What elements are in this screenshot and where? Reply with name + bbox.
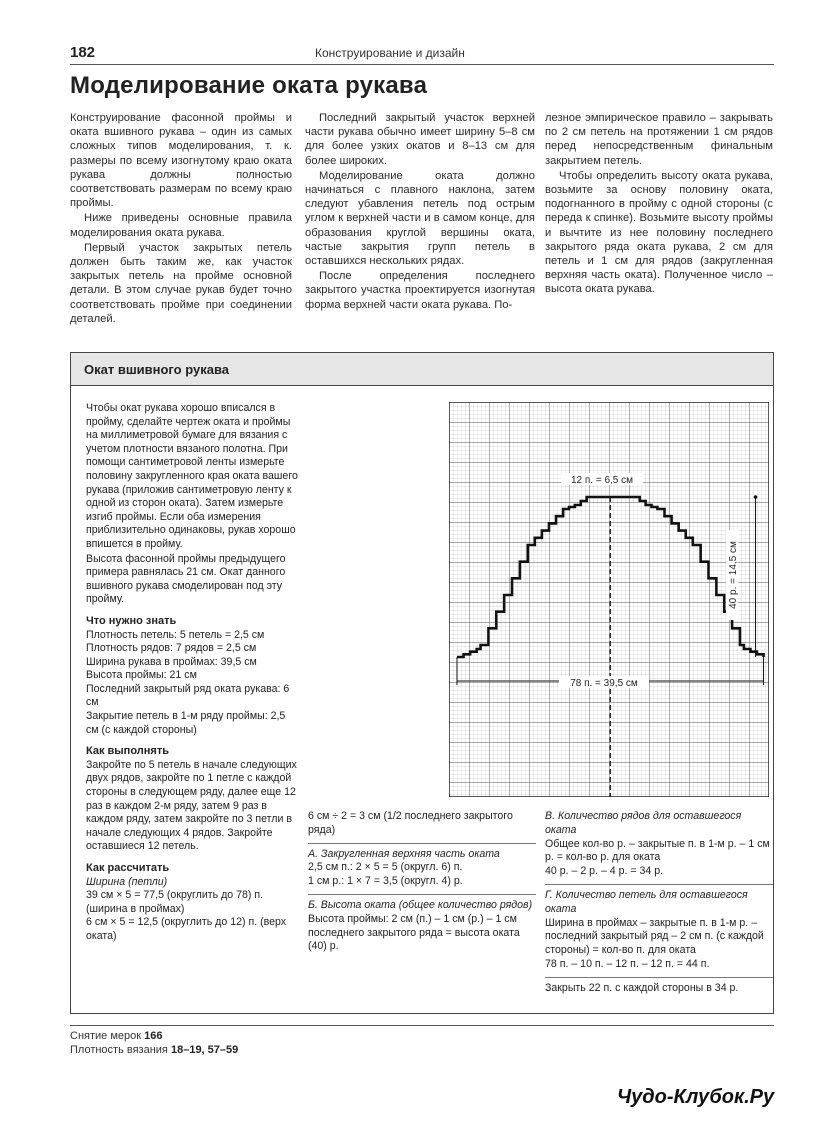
text-column-1 [70, 111, 292, 327]
section-v-text: Общее кол-во р. – закрытые п. в 1-м р. – 1 см р. = кол-во р. для оката [545, 837, 770, 864]
paragraph: Конструирование фасонной проймы и оката вшивного рукава – один из самых сложных типов моделирования, т. к. размеры по всему изогнутому краю оката рукава должны полностью соответствовать размерам по всему краю проймы. [70, 112, 292, 210]
paragraph: Первый участок закрытых петель должен быть таким же, как участок закрытых петель на пройме основной детали. В этом случае рукав будет точно соответствовать пройме при соединении деталей. [70, 241, 292, 325]
section-b-text: Высота проймы: 2 см (п.) – 1 см (р.) – 1 см последнего закрытого ряда = высота оката (40) р. [308, 912, 520, 953]
cross-reference-1 [70, 1030, 162, 1042]
calc-line: 39 см × 5 = 77,5 (округлить до 78) п. (ширина в проймах) [86, 889, 264, 915]
paragraph: Моделирование оката должно начинаться с плавного наклона, затем следуют убавления петель под острым углом к верхней части и в самом конце, для образования круглой вершины оката, частые закрытия групп петель в оставшихся нескольких рядах. [305, 169, 535, 268]
know-line: Закрытие петель в 1-м ряду проймы: 2,5 см (с каждой стороны) [86, 710, 286, 736]
how-heading: Как выполнять [86, 745, 169, 758]
section-v-title: В. Количество рядов для оставшегося оката [545, 810, 742, 836]
mid-top-text: 6 см ÷ 2 = 3 см (1/2 последнего закрытого ряда) [308, 810, 513, 836]
how-text: Закройте по 5 петель в начале следующих двух рядов, закройте по 1 петле с каждой стороны в следующем ряду, далее еще 12 раз в каждом 2-м ряду, затем 9 раз в каждом ряду, затем закройте по 3 петли в начале следующих 4 рядов. Закройте оставшиеся 12 петель. [86, 758, 297, 853]
section-a-title: А. Закругленная верхняя часть оката [308, 847, 500, 860]
paragraph: После определения последнего закрытого участка проектируется изогнутая форма верхней части оката рукава. По- [305, 270, 535, 311]
section-g-calc: 78 п. – 10 п. – 12 п. – 12 п. = 44 п. [545, 957, 710, 970]
section-v-calc: 40 р. – 2 р. – 4 р. = 34 р. [545, 865, 664, 878]
calc-subheading: Ширина (петли) [86, 875, 168, 888]
xref-page[interactable]: 18–19, 57–59 [170, 1044, 239, 1056]
page-title: Моделирование оката рукава [70, 72, 428, 99]
watermark: Чудо-Клубок.Ру [617, 1086, 775, 1108]
know-heading: Что нужно знать [86, 614, 177, 627]
sidebar-box-title: Окат вшивного рукава [84, 362, 230, 377]
know-line: Последний закрытый ряд оката рукава: 6 см [86, 682, 290, 709]
paragraph: лезное эмпирическое правило – закрывать по 2 см петель на протяжении 1 см рядов перед непосредственным финальным закрытием петель. [545, 112, 773, 167]
divider [308, 894, 536, 895]
height-label: 40 р. = 14,5 см [728, 541, 739, 609]
final-instruction: Закрыть 22 п. с каждой стороны в 34 р. [545, 981, 739, 994]
calc-line: 6 см × 5 = 12,5 (округлить до 12) п. (верх оката) [86, 916, 287, 942]
bottom-width-label: 78 п. = 39,5 см [570, 678, 638, 689]
text-column-3 [545, 111, 773, 298]
xref-label: Плотность вязания [70, 1044, 168, 1056]
paragraph: Последний закрытый участок верхней части рукава обычно имеет ширину 5–8 см для более узких окатов и 8–13 см для более широких. [305, 112, 535, 167]
text-column-2 [305, 111, 535, 313]
box-left-column [86, 402, 298, 944]
top-width-label: 12 п. = 6,5 см [570, 475, 634, 486]
divider [308, 843, 536, 844]
height-dimension-dot [754, 495, 758, 499]
paragraph: Ниже приведены основные правила моделирования оката рукава. [70, 212, 292, 239]
section-a-line: 2,5 см п.: 2 × 5 = 5 (округл. 6) п. [308, 861, 463, 874]
grid-background [449, 402, 769, 797]
know-line: Высота проймы: 21 см [86, 669, 197, 682]
running-title: Конструирование и дизайн [315, 46, 465, 60]
divider [545, 884, 773, 885]
cross-reference-2 [70, 1044, 238, 1056]
know-line: Плотность рядов: 7 рядов = 2,5 см [86, 642, 257, 655]
xref-page[interactable]: 166 [144, 1030, 163, 1042]
page-number: 182 [70, 44, 96, 61]
header-rule [70, 64, 774, 65]
paragraph: Чтобы определить высоту оката рукава, возьмите за основу половину оката, подогнанного в пройму с одной стороны (с переда к спинке). Возьмите высоту проймы и вычтите из нее половину последнего закрытого ряда оката рукава, 2 см для петель и 1 см для рядов (закругленная верхняя часть оката). Полученное число – высота оката рукава. [545, 169, 773, 296]
section-g-text: Ширина в проймах – закрытые п. в 1-м р. – последний закрытый ряд – 2 см п. (с каждой стороны) = кол-во п. для оката [545, 916, 764, 957]
section-b-title: Б. Высота оката (общее количество рядов) [308, 898, 533, 911]
section-g-title: Г. Количество петель для оставшегося оката [545, 888, 748, 915]
know-line: Ширина рукава в проймах: 39,5 см [86, 655, 257, 668]
footer-rule [70, 1025, 774, 1026]
calc-heading: Как рассчитать [86, 862, 170, 874]
divider [545, 977, 773, 978]
xref-label: Снятие мерок [70, 1030, 142, 1042]
sleeve-cap-chart [449, 402, 769, 797]
paragraph: Чтобы окат рукава хорошо вписался в пройму, сделайте чертеж оката и проймы на миллиметровой бумаге для вязания с учетом плотности вязаного полотна. При помощи сантиметровой ленты измерьте половину закругленного края оката вашего рукава (приложив сантиметровую ленту к одной из сторон оката). Затем измерьте изгиб проймы. Если оба измерения приблизительно одинаковы, рукав хорошо впишется в пройму. [86, 402, 298, 550]
box-middle-column [308, 810, 536, 954]
section-a-line: 1 см р.: 1 × 7 = 3,5 (округл. 4) р. [308, 875, 463, 888]
paragraph: Высота фасонной проймы предыдущего примера равнялась 21 см. Окат данного вшивного рукава смоделирован под эту пройму. [86, 552, 286, 606]
know-line: Плотность петель: 5 петель = 2,5 см [86, 628, 265, 641]
box-right-column [545, 810, 773, 996]
